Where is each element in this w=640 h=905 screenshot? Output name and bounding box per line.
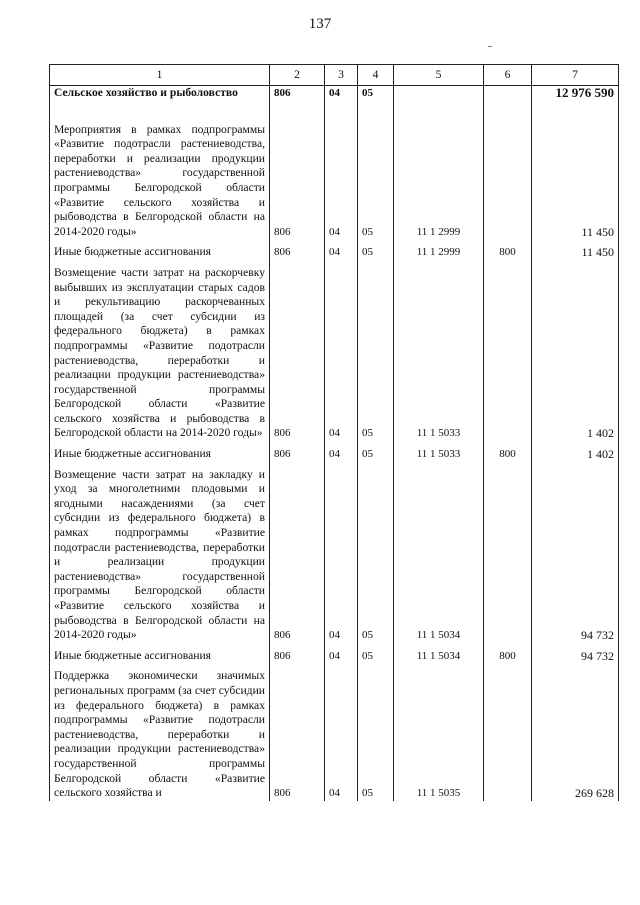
row-expense-type <box>484 669 532 800</box>
row-ministry-code: 806 <box>270 468 325 643</box>
header-col-5: 5 <box>394 65 484 86</box>
table-row <box>50 245 619 260</box>
row-ministry-code: 806 <box>270 245 325 260</box>
row-amount: 94 732 <box>532 468 619 643</box>
row-subchapter-code: 05 <box>358 266 394 441</box>
row-ministry-code: 806 <box>270 649 325 664</box>
row-subchapter-code: 05 <box>358 447 394 462</box>
row-target-code: 11 1 5035 <box>394 669 484 800</box>
row-chapter-code: 04 <box>325 649 358 664</box>
table-row <box>50 447 619 462</box>
row-chapter-code: 04 <box>325 245 358 260</box>
row-chapter-code: 04 <box>325 468 358 643</box>
row-ministry-code: 806 <box>270 447 325 462</box>
section-ministry-code: 806 <box>270 86 325 101</box>
header-col-7: 7 <box>532 65 619 86</box>
row-chapter-code: 04 <box>325 447 358 462</box>
row-ministry-code: 806 <box>270 669 325 800</box>
row-expense-type: 800 <box>484 447 532 462</box>
row-chapter-code: 04 <box>325 669 358 800</box>
scan-speck <box>488 46 492 47</box>
row-amount: 1 402 <box>532 266 619 441</box>
row-target-code: 11 1 5034 <box>394 649 484 664</box>
row-target-code: 11 1 5033 <box>394 266 484 441</box>
row-expense-type <box>484 123 532 240</box>
row-expense-type <box>484 266 532 441</box>
table-row <box>50 266 619 441</box>
row-chapter-code: 04 <box>325 123 358 240</box>
row-expense-type: 800 <box>484 649 532 664</box>
row-target-code: 11 1 5033 <box>394 447 484 462</box>
row-expense-type: 800 <box>484 245 532 260</box>
table-row <box>50 468 619 643</box>
row-description: Иные бюджетные ассигнования <box>50 245 270 260</box>
row-target-code: 11 1 2999 <box>394 245 484 260</box>
section-chapter-code: 04 <box>325 86 358 101</box>
row-amount: 11 450 <box>532 123 619 240</box>
row-description: Возмещение части затрат на закладку и уход за многолетними плодовыми и ягодными насаждениями (за счет субсидии из федерального бюджета) в рамках подпрограммы «Развитие подотрасли растениеводства, переработки и реализации продукции растениеводства» государственной программы Белгородской области «Развитие сельского хозяйства и рыбоводства в Белгородской области на 2014-2020 годы» <box>50 468 270 643</box>
row-expense-type <box>484 468 532 643</box>
row-chapter-code: 04 <box>325 266 358 441</box>
row-description: Мероприятия в рамках подпрограммы «Развитие подотрасли растениеводства, переработки и реализации продукции растениеводства» государственной программы Белгородской области «Развитие сельского хозяйства и рыбоводства в Белгородской области на 2014-2020 годы» <box>50 123 270 240</box>
row-amount: 1 402 <box>532 447 619 462</box>
row-description: Возмещение части затрат на раскорчевку выбывших из эксплуатации старых садов и рекультивацию раскорчеванных площадей (за счет субсидии из федерального бюджета) в рамках подпрограммы «Развитие подотрасли растениеводства, переработки и реализации продукции растениеводства» государственной программы Белгородской области «Развитие сельского хозяйства и рыбоводства в Белгородской области на 2014-2020 годы» <box>50 266 270 441</box>
section-title: Сельское хозяйство и рыболовство <box>50 86 270 101</box>
section-subchapter-code: 05 <box>358 86 394 101</box>
header-col-6: 6 <box>484 65 532 86</box>
budget-table <box>49 64 619 801</box>
header-col-1: 1 <box>50 65 270 86</box>
row-description: Иные бюджетные ассигнования <box>50 649 270 664</box>
row-subchapter-code: 05 <box>358 245 394 260</box>
row-subchapter-code: 05 <box>358 468 394 643</box>
header-col-4: 4 <box>358 65 394 86</box>
row-description: Иные бюджетные ассигнования <box>50 447 270 462</box>
row-subchapter-code: 05 <box>358 649 394 664</box>
row-amount: 269 628 <box>532 669 619 800</box>
row-ministry-code: 806 <box>270 123 325 240</box>
row-target-code: 11 1 5034 <box>394 468 484 643</box>
row-description: Поддержка экономически значимых региональных программ (за счет субсидии из федерального бюджета) в рамках подпрограммы «Развитие подотрасли растениеводства, переработки и реализации продукции растениеводства» государственной программы Белгородской области «Развитие сельского хозяйства и <box>50 669 270 800</box>
header-col-2: 2 <box>270 65 325 86</box>
header-col-3: 3 <box>325 65 358 86</box>
table-row <box>50 649 619 664</box>
section-row <box>50 86 619 101</box>
section-total: 12 976 590 <box>532 86 619 101</box>
row-subchapter-code: 05 <box>358 123 394 240</box>
table-row <box>50 669 619 800</box>
row-ministry-code: 806 <box>270 266 325 441</box>
page-number: 137 <box>308 16 332 32</box>
row-subchapter-code: 05 <box>358 669 394 800</box>
table-row <box>50 123 619 240</box>
row-amount: 94 732 <box>532 649 619 664</box>
table-header-row <box>50 65 619 86</box>
row-amount: 11 450 <box>532 245 619 260</box>
row-target-code: 11 1 2999 <box>394 123 484 240</box>
